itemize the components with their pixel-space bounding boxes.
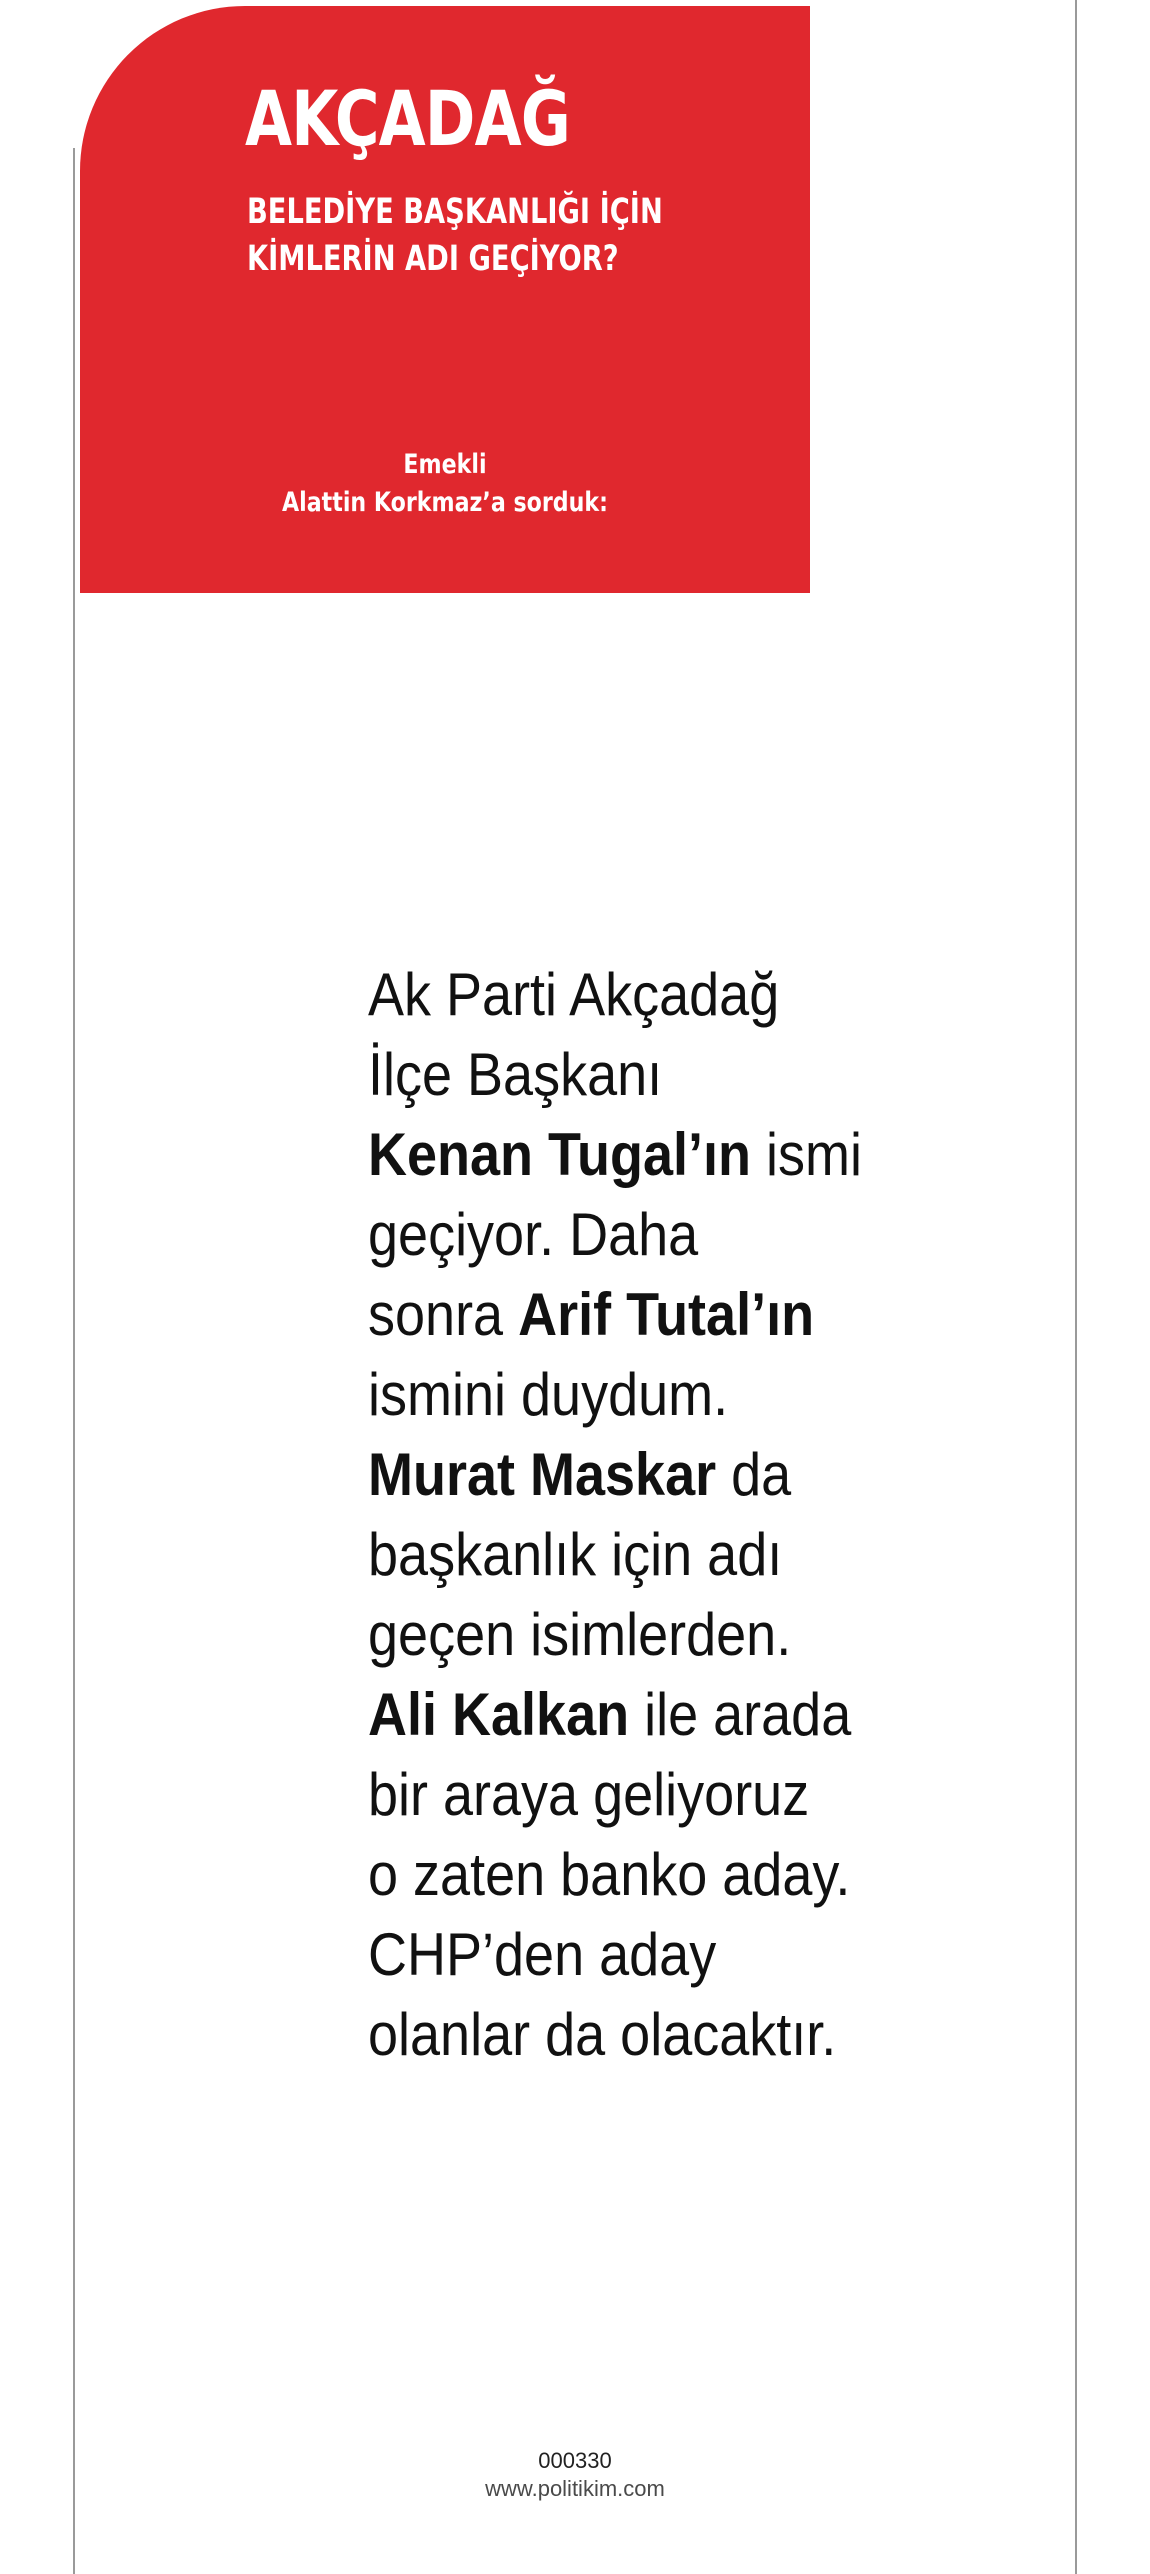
candidate-name: Murat Maskar (368, 1441, 717, 1508)
answer-line: olanlar da olacaktır. (368, 2001, 837, 2068)
answer-line: bir araya geliyoruz (368, 1761, 810, 1828)
right-border-rule (1075, 0, 1077, 2574)
left-border-rule (73, 148, 75, 2574)
subtitle-line: BELEDİYE BAŞKANLIĞI İÇİN (247, 192, 663, 232)
page-title: AKÇADAĞ (245, 74, 570, 163)
candidate-name: Kenan Tugal’ın (368, 1121, 752, 1188)
answer-line: başkanlık için adı (368, 1521, 783, 1588)
answer-line: geçiyor. Daha (368, 1201, 699, 1268)
page-code: 000330 (538, 2448, 612, 2473)
page-footer (0, 2447, 1150, 2503)
answer-line: ismini duydum. (368, 1361, 729, 1428)
interviewee-caption (80, 446, 810, 522)
candidate-name: Arif Tutal’ın (518, 1281, 815, 1348)
page-subtitle (247, 189, 663, 283)
answer-line (368, 1675, 926, 1755)
answer-text: da (716, 1441, 792, 1508)
answer-line: o zaten banko aday. (368, 1841, 851, 1908)
interview-answer (368, 955, 926, 2075)
interviewee-role: Emekli (403, 449, 487, 480)
website-url: www.politikim.com (485, 2476, 665, 2501)
answer-line (368, 1275, 926, 1355)
answer-line: İlçe Başkanı (368, 1041, 663, 1108)
subtitle-line: KİMLERİN ADI GEÇİYOR? (247, 239, 619, 279)
candidate-name: Ali Kalkan (368, 1681, 630, 1748)
answer-line: Ak Parti Akçadağ (368, 961, 780, 1028)
answer-line: geçen isimlerden. (368, 1601, 792, 1668)
answer-text: ismi (751, 1121, 863, 1188)
answer-line: CHP’den aday (368, 1921, 717, 1988)
answer-text: sonra (368, 1281, 519, 1348)
answer-text: ile arada (629, 1681, 852, 1748)
interviewee-name: Alattin Korkmaz’a sorduk: (282, 487, 608, 518)
answer-line (368, 1435, 926, 1515)
header-banner (80, 6, 810, 593)
answer-line (368, 1115, 926, 1195)
